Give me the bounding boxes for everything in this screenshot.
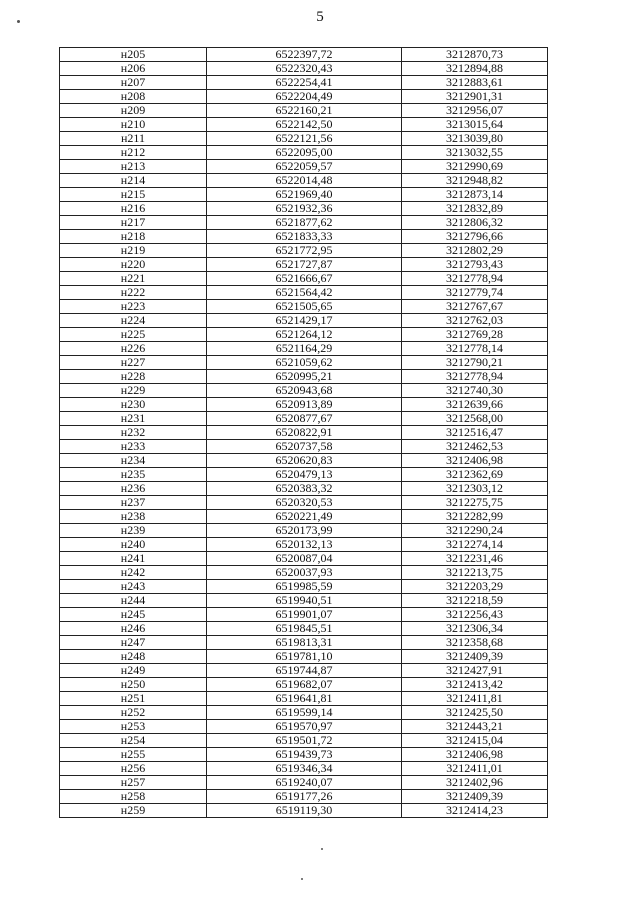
x-coordinate-cell: 6522121,56 bbox=[207, 132, 402, 146]
table-row bbox=[60, 706, 548, 720]
y-coordinate-cell: 3212303,12 bbox=[402, 482, 548, 496]
y-coordinate-cell: 3212275,75 bbox=[402, 496, 548, 510]
table-row bbox=[60, 804, 548, 818]
point-id-cell: н242 bbox=[60, 566, 207, 580]
table-row bbox=[60, 510, 548, 524]
x-coordinate-cell: 6519901,07 bbox=[207, 608, 402, 622]
x-coordinate-cell: 6521564,42 bbox=[207, 286, 402, 300]
point-id-cell: н224 bbox=[60, 314, 207, 328]
y-coordinate-cell: 3212218,59 bbox=[402, 594, 548, 608]
table-row bbox=[60, 594, 548, 608]
point-id-cell: н250 bbox=[60, 678, 207, 692]
y-coordinate-cell: 3212740,30 bbox=[402, 384, 548, 398]
table-row bbox=[60, 426, 548, 440]
y-coordinate-cell: 3212790,21 bbox=[402, 356, 548, 370]
y-coordinate-cell: 3212901,31 bbox=[402, 90, 548, 104]
table-row bbox=[60, 790, 548, 804]
y-coordinate-cell: 3212568,00 bbox=[402, 412, 548, 426]
x-coordinate-cell: 6520995,21 bbox=[207, 370, 402, 384]
x-coordinate-cell: 6519501,72 bbox=[207, 734, 402, 748]
y-coordinate-cell: 3212290,24 bbox=[402, 524, 548, 538]
y-coordinate-cell: 3212406,98 bbox=[402, 454, 548, 468]
x-coordinate-cell: 6521164,29 bbox=[207, 342, 402, 356]
point-id-cell: н209 bbox=[60, 104, 207, 118]
point-id-cell: н213 bbox=[60, 160, 207, 174]
y-coordinate-cell: 3212769,28 bbox=[402, 328, 548, 342]
y-coordinate-cell: 3212806,32 bbox=[402, 216, 548, 230]
x-coordinate-cell: 6520221,49 bbox=[207, 510, 402, 524]
y-coordinate-cell: 3212796,66 bbox=[402, 230, 548, 244]
x-coordinate-cell: 6519940,51 bbox=[207, 594, 402, 608]
y-coordinate-cell: 3212411,81 bbox=[402, 692, 548, 706]
x-coordinate-cell: 6522142,50 bbox=[207, 118, 402, 132]
point-id-cell: н210 bbox=[60, 118, 207, 132]
table-row bbox=[60, 62, 548, 76]
table-row bbox=[60, 762, 548, 776]
y-coordinate-cell: 3212779,74 bbox=[402, 286, 548, 300]
y-coordinate-cell: 3212873,14 bbox=[402, 188, 548, 202]
y-coordinate-cell: 3212414,23 bbox=[402, 804, 548, 818]
x-coordinate-cell: 6522397,72 bbox=[207, 48, 402, 62]
point-id-cell: н229 bbox=[60, 384, 207, 398]
point-id-cell: н252 bbox=[60, 706, 207, 720]
point-id-cell: н244 bbox=[60, 594, 207, 608]
y-coordinate-cell: 3212462,53 bbox=[402, 440, 548, 454]
y-coordinate-cell: 3213015,64 bbox=[402, 118, 548, 132]
point-id-cell: н241 bbox=[60, 552, 207, 566]
point-id-cell: н230 bbox=[60, 398, 207, 412]
table-row bbox=[60, 552, 548, 566]
y-coordinate-cell: 3212282,99 bbox=[402, 510, 548, 524]
scan-speck bbox=[321, 848, 323, 850]
table-row bbox=[60, 398, 548, 412]
table-row bbox=[60, 342, 548, 356]
point-id-cell: н219 bbox=[60, 244, 207, 258]
table-row bbox=[60, 286, 548, 300]
y-coordinate-cell: 3212256,43 bbox=[402, 608, 548, 622]
point-id-cell: н207 bbox=[60, 76, 207, 90]
y-coordinate-cell: 3212274,14 bbox=[402, 538, 548, 552]
scan-speck bbox=[17, 20, 20, 23]
y-coordinate-cell: 3212443,21 bbox=[402, 720, 548, 734]
y-coordinate-cell: 3212402,96 bbox=[402, 776, 548, 790]
point-id-cell: н240 bbox=[60, 538, 207, 552]
table-row bbox=[60, 622, 548, 636]
x-coordinate-cell: 6519439,73 bbox=[207, 748, 402, 762]
x-coordinate-cell: 6519813,31 bbox=[207, 636, 402, 650]
x-coordinate-cell: 6520087,04 bbox=[207, 552, 402, 566]
table-row bbox=[60, 580, 548, 594]
y-coordinate-cell: 3212231,46 bbox=[402, 552, 548, 566]
table-row bbox=[60, 174, 548, 188]
x-coordinate-cell: 6520173,99 bbox=[207, 524, 402, 538]
x-coordinate-cell: 6521969,40 bbox=[207, 188, 402, 202]
point-id-cell: н227 bbox=[60, 356, 207, 370]
y-coordinate-cell: 3212793,43 bbox=[402, 258, 548, 272]
y-coordinate-cell: 3212409,39 bbox=[402, 790, 548, 804]
point-id-cell: н211 bbox=[60, 132, 207, 146]
y-coordinate-cell: 3212413,42 bbox=[402, 678, 548, 692]
table-row bbox=[60, 440, 548, 454]
point-id-cell: н235 bbox=[60, 468, 207, 482]
table-row bbox=[60, 650, 548, 664]
point-id-cell: н257 bbox=[60, 776, 207, 790]
table-row bbox=[60, 216, 548, 230]
y-coordinate-cell: 3212778,14 bbox=[402, 342, 548, 356]
point-id-cell: н212 bbox=[60, 146, 207, 160]
point-id-cell: н236 bbox=[60, 482, 207, 496]
x-coordinate-cell: 6521505,65 bbox=[207, 300, 402, 314]
y-coordinate-cell: 3212427,91 bbox=[402, 664, 548, 678]
x-coordinate-cell: 6520037,93 bbox=[207, 566, 402, 580]
table-row bbox=[60, 468, 548, 482]
x-coordinate-cell: 6521727,87 bbox=[207, 258, 402, 272]
point-id-cell: н251 bbox=[60, 692, 207, 706]
x-coordinate-cell: 6519346,34 bbox=[207, 762, 402, 776]
table-row bbox=[60, 776, 548, 790]
point-id-cell: н247 bbox=[60, 636, 207, 650]
point-id-cell: н228 bbox=[60, 370, 207, 384]
y-coordinate-cell: 3212883,61 bbox=[402, 76, 548, 90]
y-coordinate-cell: 3212409,39 bbox=[402, 650, 548, 664]
x-coordinate-cell: 6520913,89 bbox=[207, 398, 402, 412]
table-row bbox=[60, 272, 548, 286]
x-coordinate-cell: 6519641,81 bbox=[207, 692, 402, 706]
point-id-cell: н259 bbox=[60, 804, 207, 818]
point-id-cell: н254 bbox=[60, 734, 207, 748]
y-coordinate-cell: 3212213,75 bbox=[402, 566, 548, 580]
table-row bbox=[60, 244, 548, 258]
y-coordinate-cell: 3212306,34 bbox=[402, 622, 548, 636]
page-number: 5 bbox=[316, 9, 324, 25]
x-coordinate-cell: 6520943,68 bbox=[207, 384, 402, 398]
x-coordinate-cell: 6522059,57 bbox=[207, 160, 402, 174]
table-row bbox=[60, 636, 548, 650]
x-coordinate-cell: 6520320,53 bbox=[207, 496, 402, 510]
y-coordinate-cell: 3212948,82 bbox=[402, 174, 548, 188]
x-coordinate-cell: 6519599,14 bbox=[207, 706, 402, 720]
table-row bbox=[60, 720, 548, 734]
point-id-cell: н218 bbox=[60, 230, 207, 244]
x-coordinate-cell: 6519119,30 bbox=[207, 804, 402, 818]
y-coordinate-cell: 3212956,07 bbox=[402, 104, 548, 118]
point-id-cell: н258 bbox=[60, 790, 207, 804]
x-coordinate-cell: 6519845,51 bbox=[207, 622, 402, 636]
point-id-cell: н249 bbox=[60, 664, 207, 678]
x-coordinate-cell: 6522160,21 bbox=[207, 104, 402, 118]
table-row bbox=[60, 230, 548, 244]
point-id-cell: н234 bbox=[60, 454, 207, 468]
coordinates-table-body bbox=[60, 48, 548, 818]
table-row bbox=[60, 566, 548, 580]
table-row bbox=[60, 384, 548, 398]
point-id-cell: н231 bbox=[60, 412, 207, 426]
point-id-cell: н256 bbox=[60, 762, 207, 776]
table-row bbox=[60, 132, 548, 146]
scan-speck bbox=[301, 878, 303, 880]
y-coordinate-cell: 3212406,98 bbox=[402, 748, 548, 762]
x-coordinate-cell: 6519781,10 bbox=[207, 650, 402, 664]
table-row bbox=[60, 300, 548, 314]
point-id-cell: н221 bbox=[60, 272, 207, 286]
point-id-cell: н216 bbox=[60, 202, 207, 216]
table-row bbox=[60, 104, 548, 118]
point-id-cell: н245 bbox=[60, 608, 207, 622]
y-coordinate-cell: 3212802,29 bbox=[402, 244, 548, 258]
table-row bbox=[60, 146, 548, 160]
y-coordinate-cell: 3212425,50 bbox=[402, 706, 548, 720]
x-coordinate-cell: 6519985,59 bbox=[207, 580, 402, 594]
x-coordinate-cell: 6522254,41 bbox=[207, 76, 402, 90]
x-coordinate-cell: 6519570,97 bbox=[207, 720, 402, 734]
table-row bbox=[60, 76, 548, 90]
table-row bbox=[60, 258, 548, 272]
table-row bbox=[60, 328, 548, 342]
point-id-cell: н253 bbox=[60, 720, 207, 734]
table-row bbox=[60, 412, 548, 426]
y-coordinate-cell: 3212762,03 bbox=[402, 314, 548, 328]
point-id-cell: н206 bbox=[60, 62, 207, 76]
y-coordinate-cell: 3212990,69 bbox=[402, 160, 548, 174]
table-row bbox=[60, 524, 548, 538]
x-coordinate-cell: 6521666,67 bbox=[207, 272, 402, 286]
x-coordinate-cell: 6521932,36 bbox=[207, 202, 402, 216]
table-row bbox=[60, 692, 548, 706]
point-id-cell: н215 bbox=[60, 188, 207, 202]
x-coordinate-cell: 6521429,17 bbox=[207, 314, 402, 328]
table-row bbox=[60, 734, 548, 748]
table-row bbox=[60, 454, 548, 468]
point-id-cell: н246 bbox=[60, 622, 207, 636]
x-coordinate-cell: 6519744,87 bbox=[207, 664, 402, 678]
table-row bbox=[60, 748, 548, 762]
x-coordinate-cell: 6520479,13 bbox=[207, 468, 402, 482]
x-coordinate-cell: 6522320,43 bbox=[207, 62, 402, 76]
point-id-cell: н255 bbox=[60, 748, 207, 762]
y-coordinate-cell: 3212415,04 bbox=[402, 734, 548, 748]
table-row bbox=[60, 678, 548, 692]
point-id-cell: н217 bbox=[60, 216, 207, 230]
x-coordinate-cell: 6519177,26 bbox=[207, 790, 402, 804]
y-coordinate-cell: 3212778,94 bbox=[402, 272, 548, 286]
point-id-cell: н225 bbox=[60, 328, 207, 342]
x-coordinate-cell: 6519682,07 bbox=[207, 678, 402, 692]
y-coordinate-cell: 3212362,69 bbox=[402, 468, 548, 482]
point-id-cell: н205 bbox=[60, 48, 207, 62]
y-coordinate-cell: 3212894,88 bbox=[402, 62, 548, 76]
table-row bbox=[60, 188, 548, 202]
x-coordinate-cell: 6522204,49 bbox=[207, 90, 402, 104]
x-coordinate-cell: 6521059,62 bbox=[207, 356, 402, 370]
table-row bbox=[60, 496, 548, 510]
y-coordinate-cell: 3212639,66 bbox=[402, 398, 548, 412]
point-id-cell: н208 bbox=[60, 90, 207, 104]
point-id-cell: н239 bbox=[60, 524, 207, 538]
y-coordinate-cell: 3213039,80 bbox=[402, 132, 548, 146]
table-row bbox=[60, 664, 548, 678]
y-coordinate-cell: 3212411,01 bbox=[402, 762, 548, 776]
point-id-cell: н232 bbox=[60, 426, 207, 440]
x-coordinate-cell: 6521772,95 bbox=[207, 244, 402, 258]
coordinates-table bbox=[59, 47, 548, 818]
table-row bbox=[60, 538, 548, 552]
y-coordinate-cell: 3213032,55 bbox=[402, 146, 548, 160]
x-coordinate-cell: 6520383,32 bbox=[207, 482, 402, 496]
table-row bbox=[60, 118, 548, 132]
y-coordinate-cell: 3212767,67 bbox=[402, 300, 548, 314]
x-coordinate-cell: 6522014,48 bbox=[207, 174, 402, 188]
x-coordinate-cell: 6521264,12 bbox=[207, 328, 402, 342]
x-coordinate-cell: 6520737,58 bbox=[207, 440, 402, 454]
y-coordinate-cell: 3212778,94 bbox=[402, 370, 548, 384]
x-coordinate-cell: 6521877,62 bbox=[207, 216, 402, 230]
y-coordinate-cell: 3212203,29 bbox=[402, 580, 548, 594]
y-coordinate-cell: 3212358,68 bbox=[402, 636, 548, 650]
table-row bbox=[60, 356, 548, 370]
point-id-cell: н243 bbox=[60, 580, 207, 594]
table-row bbox=[60, 160, 548, 174]
x-coordinate-cell: 6520132,13 bbox=[207, 538, 402, 552]
x-coordinate-cell: 6520822,91 bbox=[207, 426, 402, 440]
table-row bbox=[60, 482, 548, 496]
point-id-cell: н248 bbox=[60, 650, 207, 664]
point-id-cell: н226 bbox=[60, 342, 207, 356]
table-row bbox=[60, 48, 548, 62]
x-coordinate-cell: 6519240,07 bbox=[207, 776, 402, 790]
y-coordinate-cell: 3212516,47 bbox=[402, 426, 548, 440]
point-id-cell: н233 bbox=[60, 440, 207, 454]
table-row bbox=[60, 314, 548, 328]
point-id-cell: н238 bbox=[60, 510, 207, 524]
table-row bbox=[60, 202, 548, 216]
x-coordinate-cell: 6520620,83 bbox=[207, 454, 402, 468]
point-id-cell: н214 bbox=[60, 174, 207, 188]
point-id-cell: н222 bbox=[60, 286, 207, 300]
x-coordinate-cell: 6522095,00 bbox=[207, 146, 402, 160]
point-id-cell: н223 bbox=[60, 300, 207, 314]
x-coordinate-cell: 6520877,67 bbox=[207, 412, 402, 426]
table-row bbox=[60, 370, 548, 384]
y-coordinate-cell: 3212870,73 bbox=[402, 48, 548, 62]
y-coordinate-cell: 3212832,89 bbox=[402, 202, 548, 216]
table-row bbox=[60, 608, 548, 622]
point-id-cell: н237 bbox=[60, 496, 207, 510]
table-row bbox=[60, 90, 548, 104]
point-id-cell: н220 bbox=[60, 258, 207, 272]
x-coordinate-cell: 6521833,33 bbox=[207, 230, 402, 244]
